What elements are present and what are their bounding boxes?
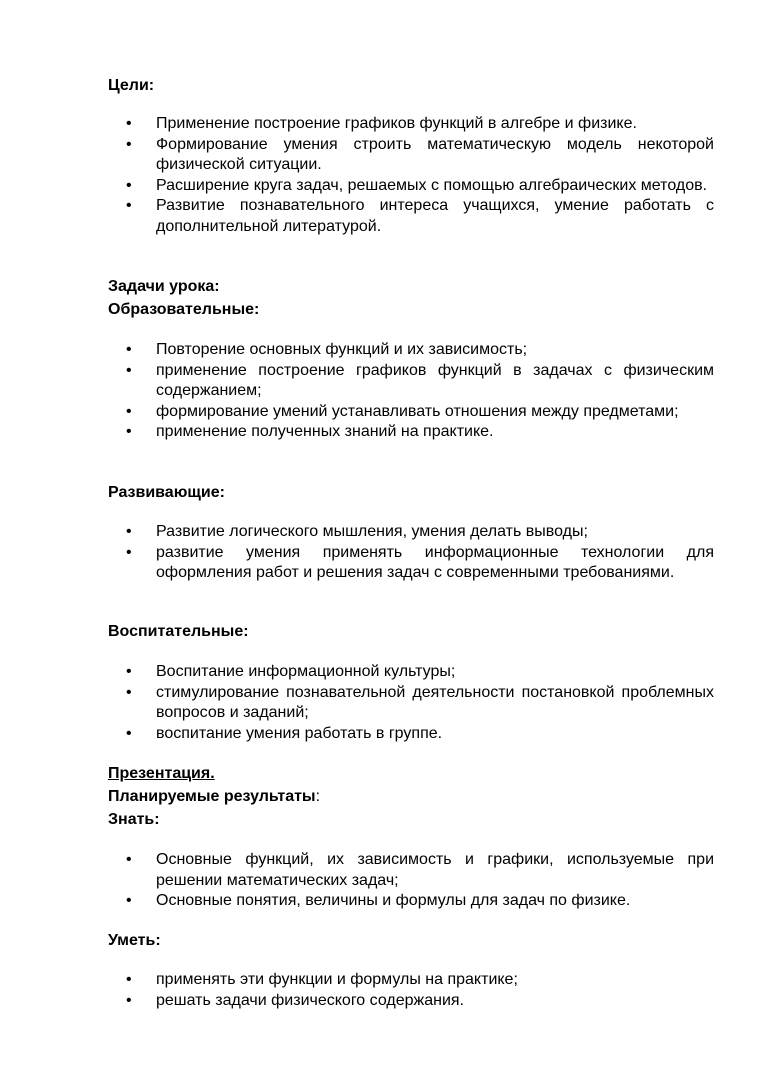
list-item: • Развитие познавательного интереса учащихся, умение работать с дополнительной литературой.: [108, 196, 714, 237]
list-item: • стимулирование познавательной деятельности постановкой проблемных вопросов и заданий;: [108, 683, 714, 724]
know-heading: Знать:: [108, 811, 160, 828]
able-heading: Уметь:: [108, 932, 161, 949]
planned-heading: [108, 787, 320, 807]
tasks-heading: Задачи урока:: [108, 278, 220, 295]
list-item: • Основные понятия, величины и формулы для задач по физике.: [108, 891, 714, 912]
list-item: • Основные функций, их зависимость и графики, используемые при решении математических задач;: [108, 850, 714, 891]
developing-list: [108, 522, 714, 584]
goals-heading: Цели:: [108, 77, 155, 94]
list-item: • решать задачи физического содержания.: [108, 991, 714, 1012]
list-item: • Развитие логического мышления, умения делать выводы;: [108, 522, 714, 543]
list-item: • применение полученных знаний на практике.: [108, 422, 714, 443]
upbringing-heading: Воспитательные:: [108, 623, 249, 640]
educational-heading: Образовательные:: [108, 301, 260, 318]
planned-colon: :: [315, 788, 321, 805]
list-item: • Повторение основных функций и их зависимость;: [108, 340, 714, 361]
developing-heading: Развивающие:: [108, 484, 225, 501]
list-item: • применение построение графиков функций в задачах с физическим содержанием;: [108, 361, 714, 402]
list-item: • Формирование умения строить математическую модель некоторой физической ситуации.: [108, 135, 714, 176]
presentation-label: Презентация.: [108, 765, 215, 782]
know-list: [108, 850, 714, 912]
planned-label: Планируемые результаты: [108, 788, 316, 805]
list-item: • развитие умения применять информационные технологии для оформления работ и решения задач с современными требованиями.: [108, 543, 714, 584]
able-list: [108, 970, 714, 1011]
list-item: • формирование умений устанавливать отношения между предметами;: [108, 402, 714, 423]
list-item: • применять эти функции и формулы на практике;: [108, 970, 714, 991]
upbringing-list: [108, 662, 714, 744]
list-item: • Расширение круга задач, решаемых с помощью алгебраических методов.: [108, 176, 714, 197]
educational-list: [108, 340, 714, 443]
list-item: • Применение построение графиков функций в алгебре и физике.: [108, 114, 714, 135]
goals-list: [108, 114, 714, 237]
list-item: • Воспитание информационной культуры;: [108, 662, 714, 683]
presentation-heading: [108, 764, 215, 784]
list-item: • воспитание умения работать в группе.: [108, 724, 714, 745]
